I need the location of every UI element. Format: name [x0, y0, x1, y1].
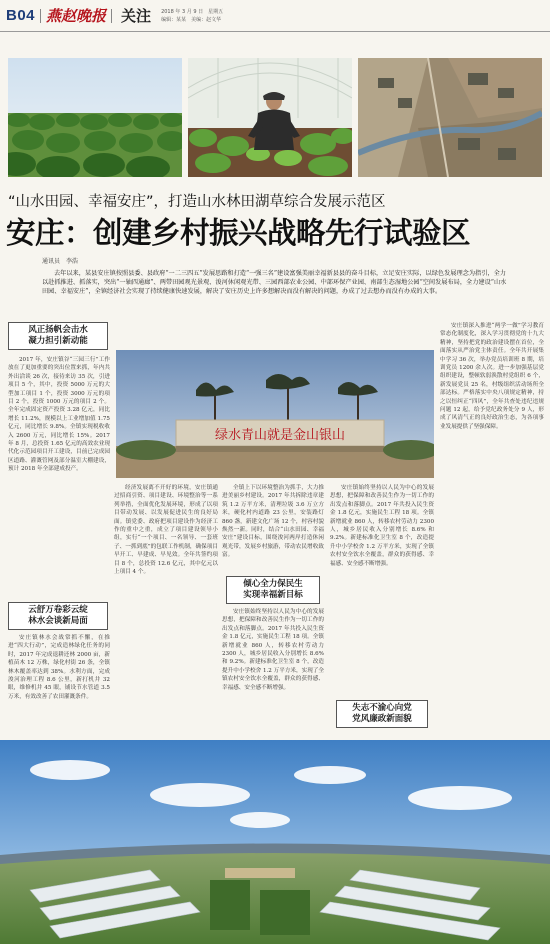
column-5 [440, 322, 544, 736]
column-3-bottom [222, 608, 324, 736]
column-text: 安庄镇始终坚持以人民为中心的发展思想，把保障和改善民生作为一切工作的出发点和落脚点。2017 年共投入民生资金 1.8 亿元，实施民生工程 18 项。全镇新增就业 860 人，转移农村劳动力 2300 人，城乡居民收入分别增长 8.6% 和 9.2%。新建标准化卫生室 8 个，改造提升中小学校舍 1.2 万平方米，实现了全镇农村安全饮水全覆盖，群众的获得感、幸福感、安全感不断增强。 [222, 609, 324, 691]
box-heading-2 [8, 602, 108, 630]
column-text: 经济发展离不开好的环境，安庄镇通过招商引资、项目建设、环境整治等一系列举措，全面优化发展环境，形成了以项目带动发展、以发展促进民生的良好局面。镇党委、政府把项目建设作为经济工作的重中之重，成立了项目建设领导小组，实行“一个项目、一名领导、一套班子、一抓到底”的包联工作机制，确保项目早开工、早建成、早见效。全年共签约项目 8 个，总投资 12.6 亿元，其中亿元以上项目 4 个。 [114, 485, 218, 576]
photo-orchard [8, 58, 182, 177]
box-heading-4-line2: 党风廉政新面貌 [352, 714, 412, 724]
box-heading-2-line2: 林水会谈新局面 [28, 616, 88, 626]
headline-title: 安庄：创建乡村振兴战略先行试验区 [6, 216, 471, 250]
header-divider [111, 9, 112, 23]
column-1-top [8, 356, 110, 602]
box-heading-3-line2: 实现幸福新目标 [243, 590, 303, 600]
box-heading-1-line2: 凝力担引新动能 [28, 336, 88, 346]
column-4 [330, 484, 434, 684]
photo-aerial-village [358, 58, 542, 177]
header-editors: 编辑：某某 美编：赵文华 [161, 16, 222, 23]
box-heading-3-line1: 倾心全力保民生 [243, 579, 303, 589]
column-text: 全镇上下以环境整治为抓手，大力推进美丽乡村建设。2017 年共拆除违章建筑 1.2 万平方米，清理垃圾 3.6 万立方米，硬化村内道路 23 公里，安装路灯 860 盏，新建文化广场 12 个，村容村貌焕然一新。同时，结合“山水田园、幸福安庄”建设目标，围绕浚河两岸打造休闲观光带，发展乡村旅游，带动农民增收致富。 [222, 485, 324, 559]
header-date: 2018 年 3 月 9 日 星期五 [161, 8, 224, 15]
top-photo-strip [8, 58, 542, 177]
column-1-bottom [8, 634, 110, 736]
column-text: 安庄镇始终坚持以人民为中心的发展思想，把保障和改善民生作为一切工作的出发点和落脚点。2017 年共投入民生资金 1.8 亿元，实施民生工程 18 项。全镇新增就业 860 人，转移农村劳动力 2300 人，城乡居民收入分别增长 8.6% 和 9.2%。新建标准化卫生室 8 个，改造提升中小学校舍 1.2 万平方米，实现了全镇农村安全饮水全覆盖，群众的获得感、幸福感、安全感不断增强。 [330, 485, 434, 567]
box-heading-1-line1: 风正扬帆会击水 [28, 325, 88, 335]
page-number: B04 [6, 7, 36, 24]
column-text: 安庄镇林水会战常抓不懈，在推进“四大行动”，完成造林绿化任务的同时，2017 年完成退耕还林 2000 亩，新植苗木 12 万株，绿化村街 26 条，全镇林木覆盖率达到 38%。水利方面，完成浚河治理工程 8.6 公里，新打机井 32 眼，维修机井 45 眼，铺设节水管道 3.5 万米，有效改善了农田灌溉条件。 [8, 635, 110, 700]
column-3-top [222, 484, 324, 574]
headline-subtitle: “山水田园、幸福安庄”，打造山水林田湖草综合发展示范区 [8, 194, 386, 210]
photo-slogan-sign [116, 350, 434, 478]
header-meta [161, 8, 223, 24]
lead-paragraph [42, 269, 512, 314]
photo-greenhouse-farmer [188, 58, 352, 177]
box-heading-3 [226, 576, 320, 604]
lead-text: 去年以来，某县安庄镇按照县委、县政府“一二三四五”发展思路和打造“一强三名”建设富强美丽幸福新县县的奋斗目标，立足安庄实际，以绿色发展理念为指引，全力以赴抓推进、抓落实，突出“一轴四通廊”、两带田园观光景观、浚河休闲观光带、三园西部农业公园、中部环保产业园、南部生态湿地公园“空间发展布局，全力建设“山水田园、幸福安庄”，全镇经济社会实现了持续健康快速发展，解决了安庄历史上许多想解决而没有解决的问题，办成了过去想办而没有办成的大事。 [42, 270, 507, 295]
box-heading-1 [8, 322, 108, 350]
page-header [0, 0, 550, 32]
column-text: 2017 年，安庄镇谷“三园三行”工作放在了更加重要的突出位置来抓，年内共外出洽谈 26 次，接待来访 35 次，引进项目 5 个，其中，投资 5000 万元的大型加工项目 1 个，投资 3000 万元的项目 2 个，投资 1000 万元的项目 2 个。全年完成固定资产投资 3.28 亿元，同比增长 11.2%，规模以上工业增加值 1.75 亿元，同比增长 9.8%。全镇实现税收收入 2600 万元，同比增长 15%。2017 年 8 月，总投资 1.65 亿元的高效农业现代化示范园项目开工建设，目前已完成园区道路、灌溉管网及部分温室大棚建设，预计 2018 年全部建成投产。 [8, 357, 110, 473]
byline: 通讯员 李浩 [42, 258, 79, 265]
column-text: 安庄镇深入推进“两学一做”学习教育常态化制度化，深入学习贯彻党的十九大精神，坚持把党的政治建设摆在首位，全面落实从严治党主体责任。全年共开展集中学习 36 次，举办党员培训班 8 期，培训党员 1200 余人次。进一步加强基层党组织建设，整顿软弱涣散村党组织 6 个，新发展党员 25 名，村级组织活动场所全部达标。严格落实中央八项规定精神，持之以恒纠正“四风”，全年共查处违纪违规问题 12 起，给予党纪政务处分 9 人，形成了风清气正的良好政治生态，为各项事业发展提供了坚强保障。 [440, 323, 544, 430]
box-heading-2-line1: 云舒万卷彩云绽 [28, 605, 88, 615]
photo-panorama-greenhouses [0, 740, 550, 944]
column-2 [114, 484, 218, 736]
header-divider [40, 9, 41, 23]
box-heading-4 [336, 700, 428, 728]
box-heading-4-line1: 失志不渝心向党 [352, 703, 412, 713]
sign-slogan: 绿水青山就是金山银山 [214, 428, 346, 443]
newspaper-logo: 燕赵晚报 [46, 7, 107, 25]
section-name: 关注 [121, 7, 152, 25]
